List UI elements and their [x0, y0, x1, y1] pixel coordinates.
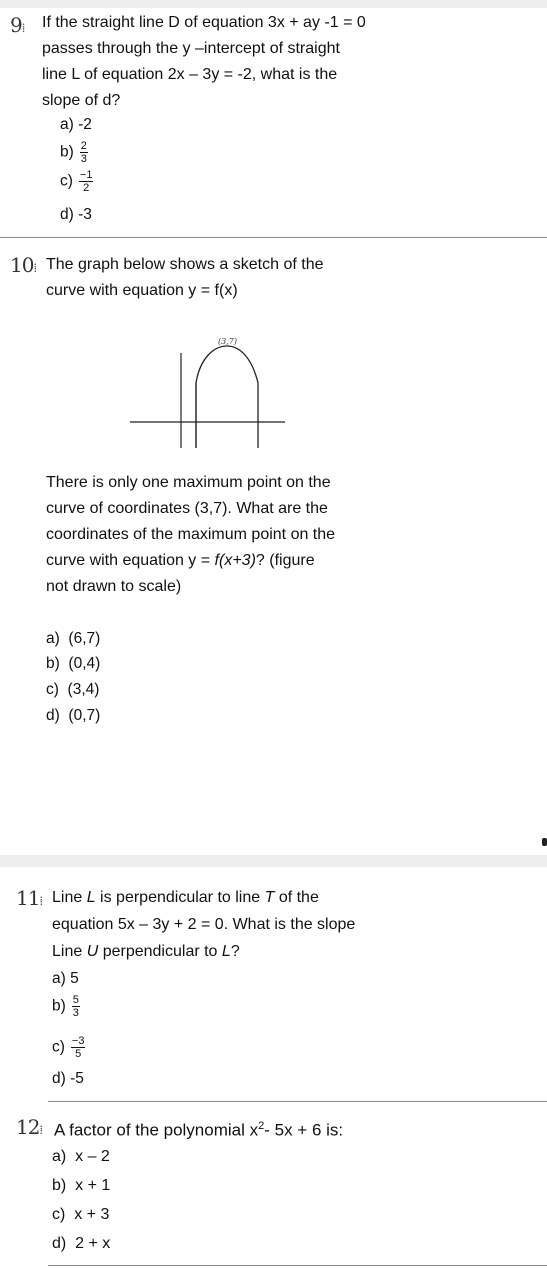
- q11-option-d[interactable]: [52, 1070, 84, 1088]
- fraction-numerator: 2: [80, 140, 87, 152]
- q10-line-1: The graph below shows a sketch of the: [46, 256, 324, 273]
- maximum-point-label: (3,7): [218, 337, 237, 346]
- option-label: a): [52, 970, 66, 987]
- function-text: f(x+3): [214, 552, 256, 569]
- text-run: Line: [52, 943, 87, 960]
- option-label: b): [52, 1177, 67, 1194]
- option-label: a): [46, 630, 60, 647]
- q10-body-line-5: not drawn to scale): [46, 578, 182, 595]
- option-value: -3: [78, 206, 92, 223]
- q10-body-line-3: coordinates of the maximum point on the: [46, 526, 336, 543]
- q11-option-c[interactable]: [52, 1035, 85, 1060]
- text-run: Line: [52, 889, 87, 906]
- watermark-mark: ​: [279, 301, 301, 367]
- q9-line-1: If the straight line D of equation 3x + ay -1 = 0: [42, 14, 366, 31]
- q10-option-d[interactable]: [46, 707, 100, 725]
- fraction-numerator: 5: [72, 994, 79, 1006]
- text-run: ? (figure: [255, 552, 315, 569]
- question-marker-icon: ⁞: [39, 894, 43, 909]
- curve: [196, 346, 258, 448]
- option-value: (0,7): [68, 707, 101, 724]
- option-label: a): [52, 1148, 67, 1165]
- option-label: c): [52, 1038, 65, 1056]
- q11-line-1: [52, 888, 319, 908]
- q11-line-3: [52, 942, 240, 962]
- option-value: x + 1: [75, 1177, 111, 1194]
- option-value: -5: [70, 1070, 84, 1087]
- option-value: x – 2: [75, 1148, 110, 1165]
- q9-option-b[interactable]: [60, 140, 88, 165]
- top-band: [0, 0, 547, 8]
- question-number-text: 9: [10, 13, 22, 37]
- q9-line-2: passes through the y –intercept of straight: [42, 40, 340, 57]
- variable-text: L: [221, 943, 231, 960]
- q10-line-2: curve with equation y = f(x): [46, 282, 238, 299]
- question-10-number: [10, 254, 36, 280]
- q12-option-d[interactable]: [52, 1235, 110, 1253]
- bottom-divider: [48, 1265, 547, 1266]
- fraction-denominator: 3: [72, 1007, 79, 1019]
- option-label: b): [52, 997, 66, 1015]
- q9-option-c[interactable]: [60, 169, 93, 194]
- exponent: 2: [258, 1120, 265, 1132]
- q11-divider: [48, 1101, 547, 1102]
- text-run: curve with equation y =: [46, 552, 215, 569]
- q10-body-line-4: [46, 551, 315, 571]
- question-marker-icon: ⁞: [33, 261, 37, 276]
- option-label: c): [46, 681, 59, 698]
- question-11-number: [16, 887, 42, 913]
- page-gap: [0, 855, 547, 867]
- variable-text: T: [264, 889, 275, 906]
- q10-body-line-2: curve of coordinates (3,7). What are the: [46, 500, 328, 517]
- option-value: -2: [78, 116, 92, 133]
- question-12-number: [16, 1116, 42, 1142]
- fraction-numerator: −1: [79, 169, 93, 181]
- option-value: (0,4): [68, 655, 101, 672]
- question-number-text: 11: [16, 886, 40, 910]
- q12-line-1: [54, 1116, 343, 1141]
- question-9-number: [10, 14, 24, 40]
- option-label: a): [60, 116, 74, 133]
- q9-option-a[interactable]: [60, 116, 92, 134]
- q9-line-4: slope of d?: [42, 92, 121, 109]
- q12-option-c[interactable]: [52, 1206, 109, 1224]
- q9-divider: [0, 237, 547, 238]
- text-run: perpendicular to: [98, 943, 222, 960]
- fraction-denominator: 2: [83, 182, 90, 194]
- fraction-denominator: 5: [75, 1048, 82, 1060]
- fraction: [80, 140, 88, 165]
- q9-option-d[interactable]: [60, 206, 92, 224]
- option-value: (6,7): [68, 630, 101, 647]
- option-label: b): [60, 143, 74, 161]
- option-label: d): [60, 206, 74, 223]
- q10-option-c[interactable]: [46, 681, 99, 699]
- option-value: (3,4): [67, 681, 100, 698]
- text-run: A factor of the polynomial x: [54, 1120, 259, 1140]
- text-run: of the: [274, 889, 319, 906]
- q9-line-3: line L of equation 2x – 3y = -2, what is the: [42, 66, 338, 83]
- q10-option-a[interactable]: [46, 630, 100, 648]
- question-marker-icon: ⁞: [39, 1123, 43, 1138]
- q10-option-b[interactable]: [46, 655, 100, 673]
- fraction: [71, 1035, 86, 1060]
- question-marker-icon: ⁞: [21, 21, 25, 36]
- text-run: ?: [230, 943, 240, 960]
- option-label: d): [52, 1070, 66, 1087]
- option-label: b): [46, 655, 60, 672]
- q11-option-a[interactable]: [52, 970, 79, 988]
- fraction: [72, 994, 80, 1019]
- q12-option-b[interactable]: [52, 1177, 110, 1195]
- option-value: 5: [70, 970, 79, 987]
- question-number-text: 10: [10, 253, 34, 277]
- option-label: c): [60, 172, 73, 190]
- variable-text: L: [86, 889, 96, 906]
- option-label: d): [52, 1235, 67, 1252]
- fraction-denominator: 3: [80, 153, 87, 165]
- q10-body-line-1: There is only one maximum point on the: [46, 474, 331, 491]
- fraction-numerator: −3: [71, 1035, 85, 1047]
- q11-option-b[interactable]: [52, 994, 80, 1019]
- option-value: 2 + x: [75, 1235, 111, 1252]
- variable-text: U: [86, 943, 99, 960]
- q11-line-2: equation 5x – 3y + 2 = 0. What is the slope: [52, 916, 356, 933]
- q12-option-a[interactable]: [52, 1148, 110, 1166]
- option-label: d): [46, 707, 60, 724]
- question-number-text: 12: [16, 1115, 40, 1139]
- text-run: is perpendicular to line: [95, 889, 265, 906]
- edge-marker: [542, 838, 547, 846]
- fraction: [79, 169, 94, 194]
- curve-sketch: [0, 328, 547, 458]
- option-label: c): [52, 1206, 66, 1223]
- option-value: x + 3: [74, 1206, 110, 1223]
- text-run: - 5x + 6 is:: [264, 1120, 344, 1140]
